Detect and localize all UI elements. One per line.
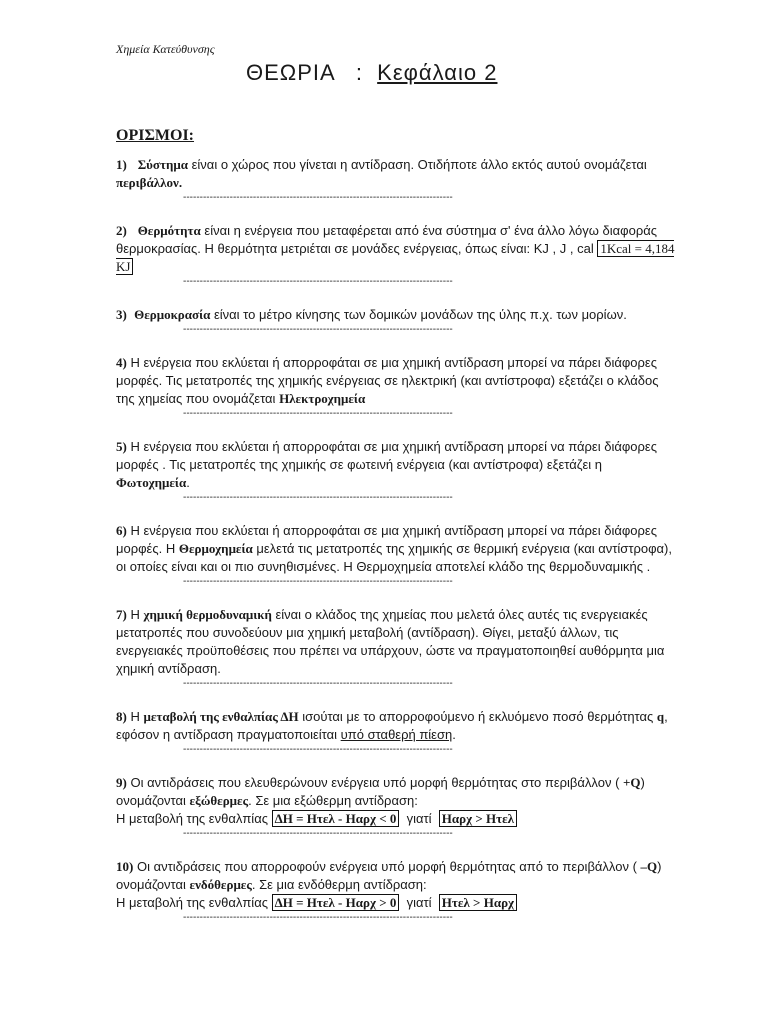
item-number: 6) (116, 523, 127, 538)
term: Θερμοχημεία (178, 541, 253, 556)
definition-text (116, 354, 676, 408)
title-chapter: Κεφάλαιο 2 (377, 60, 498, 85)
definition-text (116, 522, 676, 576)
text: Η μεταβολή της ενθαλπίας (116, 895, 272, 910)
item-number: 10) (116, 859, 134, 874)
separator-line: --------------------------------------------------------------------------------- (183, 492, 453, 503)
item-number: 3) (116, 307, 127, 322)
text: . (452, 727, 456, 742)
term: εξώθερμες (189, 793, 249, 808)
text: ) ονομάζονται (116, 859, 662, 892)
boxed-formula: 1Kcal = 4,184 KJ (116, 241, 675, 274)
definition-item (116, 774, 676, 840)
term: Φωτοχημεία (116, 475, 187, 490)
separator-line: --------------------------------------------------------------------------------- (183, 912, 453, 923)
page-title (246, 60, 497, 86)
separator-line: --------------------------------------------------------------------------------- (183, 192, 453, 203)
section-heading: ΟΡΙΣΜΟΙ: (116, 127, 195, 144)
text: ) ονομάζονται (116, 775, 645, 808)
term: Θερμοκρασία (134, 307, 211, 322)
text: Οι αντιδράσεις που απορροφούν ενέργεια υπό μορφή θερμότητας από το περιβάλλον ( (133, 859, 641, 874)
term: χημική θερμοδυναμική (143, 607, 272, 622)
text: ισούται με το απορροφούμενο ή εκλυόμενο ποσό θερμότητας (298, 709, 657, 724)
definition-text (116, 222, 676, 276)
separator-line: --------------------------------------------------------------------------------- (183, 576, 453, 587)
item-number: 4) (116, 355, 127, 370)
underlined-text: υπό σταθερή πίεση (340, 727, 453, 742)
definition-item (116, 522, 676, 588)
text: μελετά τις μετατροπές της χημικής σε θερμική ενέργεια (και αντίστροφα), οι οποίες είναι και οι πιο συνηθισμένες. Η Θερμοχημεία αποτελεί κλάδο της θερμοδυναμικής . (116, 541, 672, 574)
definition-text (116, 306, 676, 324)
definition-item (116, 354, 676, 420)
text: , εφόσον η αντίδραση πραγματοποιείται (116, 709, 668, 742)
term: Ηλεκτροχημεία (279, 391, 366, 406)
term: Σύστημα (137, 157, 189, 172)
item-number: 2) (116, 223, 127, 238)
item-number: 8) (116, 709, 127, 724)
definition-item (116, 858, 676, 924)
text: Η ενέργεια που εκλύεται ή απορροφάται σε μια χημική αντίδραση μπορεί να πάρει διάφορες μορφές . Τις μετατροπές της χημικής σε φωτεινή ενέργεια (και αντίστροφα) εξετάζει η (116, 439, 657, 472)
text: είναι η ενέργεια που μεταφέρεται από ένα σύστημα σ' ένα άλλο λόγω διαφοράς θερμοκρασίας. Η θερμότητα μετριέται σε μονάδες ενέργειας, όπως είναι: KJ , J , cal (116, 223, 657, 256)
text: είναι το μέτρο κίνησης των δομικών μονάδων της ύλης π.χ. των μορίων. (210, 307, 627, 322)
definition-item (116, 156, 676, 204)
definition-item (116, 438, 676, 504)
separator-line: --------------------------------------------------------------------------------- (183, 744, 453, 755)
separator-line: --------------------------------------------------------------------------------- (183, 678, 453, 689)
definitions-list (116, 156, 676, 942)
boxed-formula: Ητελ > Ηαρχ (439, 894, 517, 911)
definition-item (116, 222, 676, 288)
term: Θερμότητα (137, 223, 201, 238)
separator-line: --------------------------------------------------------------------------------- (183, 324, 453, 335)
text: Η μεταβολή της ενθαλπίας (116, 811, 272, 826)
boxed-formula: Ηαρχ > Ητελ (439, 810, 517, 827)
boxed-formula: ΔΗ = Ητελ - Ηαρχ > 0 (272, 894, 400, 911)
text: είναι ο χώρος που γίνεται η αντίδραση. Οτιδήποτε άλλο εκτός αυτού ονομάζεται (188, 157, 647, 172)
definition-text (116, 606, 676, 678)
term: –Q (640, 859, 658, 874)
term: q (656, 709, 665, 724)
header-note: Χημεία Κατεύθυνσης (116, 42, 215, 56)
text: Η ενέργεια που εκλύεται ή απορροφάται σε μια χημική αντίδραση μπορεί να πάρει διάφορες μορφές. Η (116, 523, 657, 556)
term: μεταβολή της ενθαλπίας ΔΗ (143, 709, 299, 724)
text: Η (126, 709, 144, 724)
separator-line: --------------------------------------------------------------------------------- (183, 828, 453, 839)
item-number: 7) (116, 607, 127, 622)
title-label: ΘΕΩΡΙΑ : (246, 60, 378, 85)
text: . Σε μια εξώθερμη αντίδραση: (248, 793, 418, 808)
definition-text (116, 774, 676, 828)
text: . Σε μια ενδόθερμη αντίδραση: (251, 877, 427, 892)
text: . (186, 475, 190, 490)
text: είναι ο κλάδος της χημείας που μελετά όλες αυτές τις ενεργειακές μετατροπές που συνοδεύουν μια χημική μεταβολή (αντίδραση). Θίγει, μεταξύ άλλων, τις ενεργειακές προϋποθέσεις που πρέπει να υπάρχουν, ώστε να πραγματοποιηθεί αυθόρμητα μια χημική αντίδραση. (116, 607, 665, 676)
item-number: 5) (116, 439, 127, 454)
definition-item (116, 306, 676, 336)
text: Η (126, 607, 144, 622)
term: +Q (623, 775, 641, 790)
definition-text (116, 438, 676, 492)
text: Οι αντιδράσεις που ελευθερώνουν ενέργεια υπό μορφή θερμότητας στο περιβάλλον ( (126, 775, 624, 790)
term: ενδόθερμες (189, 877, 252, 892)
definition-item (116, 708, 676, 756)
text: γιατί (399, 811, 439, 826)
boxed-formula: ΔΗ = Ητελ - Ηαρχ < 0 (272, 810, 400, 827)
separator-line: --------------------------------------------------------------------------------- (183, 276, 453, 287)
definition-text (116, 156, 676, 192)
definition-text (116, 708, 676, 744)
term: περιβάλλον. (116, 175, 183, 190)
item-number: 9) (116, 775, 127, 790)
separator-line: --------------------------------------------------------------------------------- (183, 408, 453, 419)
text: γιατί (399, 895, 439, 910)
definition-text (116, 858, 676, 912)
item-number: 1) (116, 157, 127, 172)
text: Η ενέργεια που εκλύεται ή απορροφάται σε μια χημική αντίδραση μπορεί να πάρει διάφορες μορφές. Τις μετατροπές της χημικής ενέργειας σε ηλεκτρική (και αντίστροφα) εξετάζει ο κλάδος της χημείας που ονομάζεται (116, 355, 659, 406)
definition-item (116, 606, 676, 690)
